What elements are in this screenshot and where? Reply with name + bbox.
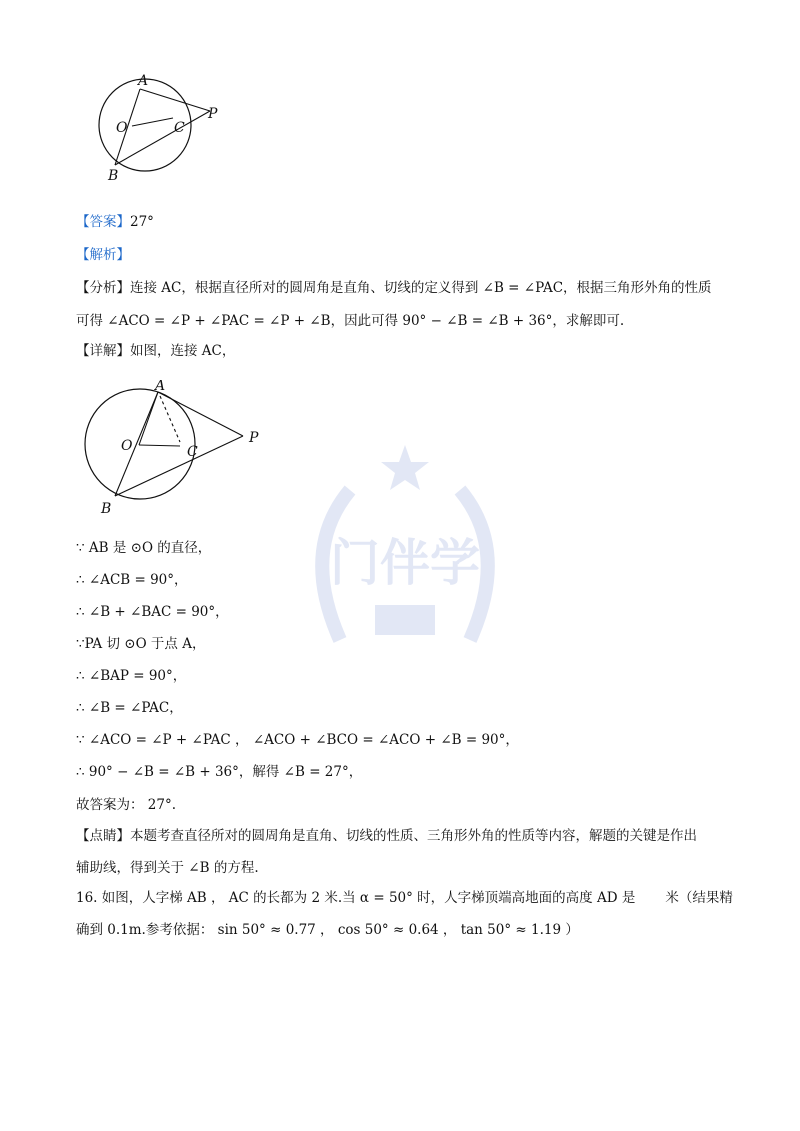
answer-tag: 【答案】 bbox=[76, 214, 130, 230]
label-p: P bbox=[249, 430, 259, 446]
star-icon bbox=[381, 445, 429, 490]
figure-1-circle-tangent bbox=[80, 70, 250, 185]
step-line: 故答案为： 27°. bbox=[76, 797, 177, 813]
label-o: O bbox=[121, 438, 133, 454]
step-line: ∴ 90° − ∠B = ∠B + 36°，解得 ∠B = 27°， bbox=[76, 764, 363, 780]
fenxi-line-2 bbox=[76, 311, 624, 331]
answer-value: 27° bbox=[130, 214, 154, 230]
step-line: ∴ ∠B = ∠PAC， bbox=[76, 700, 183, 716]
step-line: ∴ ∠ACB = 90°， bbox=[76, 572, 188, 588]
label-c: C bbox=[174, 120, 185, 136]
xiangjie-text: 如图，连接 AC， bbox=[130, 343, 236, 359]
step-line: ∴ ∠BAP = 90°， bbox=[76, 668, 187, 684]
dianjing-text-2: 辅助线，得到关于 ∠B 的方程. bbox=[76, 860, 259, 876]
question-16-text-1b: 米（结果精 bbox=[665, 890, 733, 906]
xiangjie-line bbox=[76, 341, 235, 361]
dianjing-line-2 bbox=[76, 858, 259, 878]
segment-ap bbox=[158, 392, 243, 436]
analysis-line bbox=[76, 245, 130, 265]
question-16-line-2 bbox=[76, 920, 579, 940]
segment-oc bbox=[132, 118, 173, 126]
label-b: B bbox=[101, 501, 112, 517]
dianjing-text-1: 本题考查直径所对的圆周角是直角、切线的性质、三角形外角的性质等内容，解题的关键是作出 bbox=[130, 828, 697, 844]
step-line: ∵ AB 是 ⊙O 的直径， bbox=[76, 540, 212, 556]
pillar-icon bbox=[375, 605, 435, 635]
step-line: ∵ ∠ACO = ∠P + ∠PAC ， ∠ACO + ∠BCO = ∠ACO + ∠B = 90°， bbox=[76, 732, 519, 748]
step-line: ∴ ∠B + ∠BAC = 90°， bbox=[76, 604, 229, 620]
question-16-text-2: 确到 0.1m.参考依据： sin 50° ≈ 0.77 ， cos 50° ≈ 0.64 ， tan 50° ≈ 1.19 ） bbox=[76, 922, 579, 938]
segment-pb bbox=[115, 111, 210, 165]
label-p: P bbox=[208, 106, 218, 122]
segment-pb bbox=[115, 436, 243, 496]
step-line: ∵PA 切 ⊙O 于点 A， bbox=[76, 636, 206, 652]
analysis-tag: 【解析】 bbox=[76, 247, 130, 263]
question-16-line-1 bbox=[76, 888, 733, 908]
fenxi-tag: 【分析】 bbox=[76, 280, 130, 296]
dianjing-tag: 【点睛】 bbox=[76, 828, 130, 844]
label-o: O bbox=[116, 120, 128, 136]
segment-oa bbox=[139, 392, 158, 445]
label-c: C bbox=[187, 444, 198, 460]
fenxi-text-2: 可得 ∠ACO = ∠P + ∠PAC = ∠P + ∠B，因此可得 90° − ∠B = ∠B + 36°，求解即可. bbox=[76, 313, 625, 329]
dianjing-line-1 bbox=[76, 826, 697, 846]
label-a: A bbox=[155, 380, 166, 394]
xiangjie-tag: 【详解】 bbox=[76, 343, 130, 359]
figure-2-circle-tangent bbox=[75, 380, 275, 520]
answer-line bbox=[76, 212, 154, 232]
label-a: A bbox=[138, 73, 149, 89]
fenxi-text-1: 连接 AC，根据直径所对的圆周角是直角、切线的定义得到 ∠B = ∠PAC，根据三角形外角的性质 bbox=[130, 280, 712, 296]
segment-ap bbox=[140, 89, 210, 111]
label-b: B bbox=[108, 168, 119, 184]
watermark-logo bbox=[280, 440, 530, 680]
question-16-text-1a: 16. 如图，人字梯 AB ， AC 的长都为 2 米.当 α = 50° 时，人字梯顶端高地面的高度 AD 是 bbox=[76, 890, 636, 906]
fenxi-line-1 bbox=[76, 278, 712, 298]
circle-o bbox=[85, 389, 195, 499]
watermark-text: 门伴学 bbox=[330, 534, 480, 592]
segment-oc bbox=[139, 445, 180, 446]
